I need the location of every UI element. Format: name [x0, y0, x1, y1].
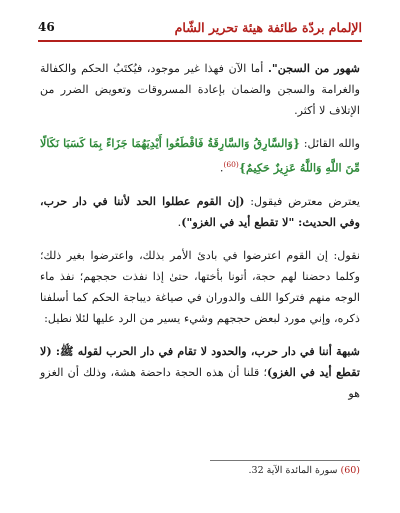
- header-rule: [38, 40, 362, 42]
- paragraph-1: [40, 58, 360, 121]
- footnote-rule: [210, 460, 360, 461]
- body-text: [40, 58, 360, 416]
- footnote-text: سورة المائدة الآية 32.: [248, 465, 341, 476]
- paragraph-2-intro: والله القائل:: [300, 137, 360, 150]
- paragraph-3-bold: (إن القوم عطلوا الحد لأننا في دار حرب، وفي الحديث: "لا تقطع أيد في الغزو"): [40, 193, 360, 229]
- paragraph-5-bold: شبهة أننا في دار حرب، والحدود لا تقام في دار الحرب لقوله ﷺ: (لا تقطع أيد في الغزو): [40, 343, 360, 379]
- footnote-number: (60): [340, 465, 360, 476]
- paragraph-5: [40, 341, 360, 404]
- running-title: الإلمام بردّة طائفة هيئة تحرير الشّام: [174, 19, 362, 35]
- paragraph-3-text: يعترض معترض فيقول:: [244, 194, 360, 208]
- paragraph-1-bold-lead: شهور من السجن".: [267, 61, 360, 75]
- footnote: [40, 465, 360, 476]
- paragraph-3-end: .: [177, 215, 182, 229]
- quran-verse: {وَالسَّارِقُ وَالسَّارِقَةُ فَاقْطَعُوا أَيْدِيَهُمَا جَزَاءً بِمَا كَسَبَا نَكَالًا مِّنَ اللَّهِ وَاللَّهُ عَزِيزٌ حَكِيمٌ}: [40, 136, 360, 175]
- paragraph-4-text: نقول: إن القوم اعترضوا في بادئ الأمر بذلك، واعترضوا بغير ذلك؛ وكلما دحضنا لهم حجة، أتونا بأختها، حتىٰ إذا نفذت حججهم؛ نفذ ماء الوجه منهم فتركوا اللف والدوران في صياغة ديباجة الحكم كما أسلفنا ذكره، وإني مورد لبعض حججهم وشيء يسير من الرد عليها لئلا نطيل:: [40, 248, 360, 325]
- paragraph-2: [40, 133, 360, 179]
- paragraph-2-end: .: [219, 161, 224, 175]
- paragraph-3: [40, 191, 360, 233]
- paragraph-5-text: ؛ قلنا أن هذه الحجة داحضة هشة، وذلك أن الغزو هو: [40, 365, 360, 400]
- paragraph-4: [40, 245, 360, 329]
- footnote-reference[interactable]: (60): [223, 160, 239, 169]
- page-header: [38, 14, 362, 40]
- paragraph-1-text: أما الآن فهذا غير موجود، فيُكتَبُ الحكم والكفالة والغرامة والسجن والضمان بإعادة المسروقات وتعويض الضرر من الإتلاف لا أكثر.: [40, 62, 360, 117]
- page-number: 46: [38, 20, 55, 34]
